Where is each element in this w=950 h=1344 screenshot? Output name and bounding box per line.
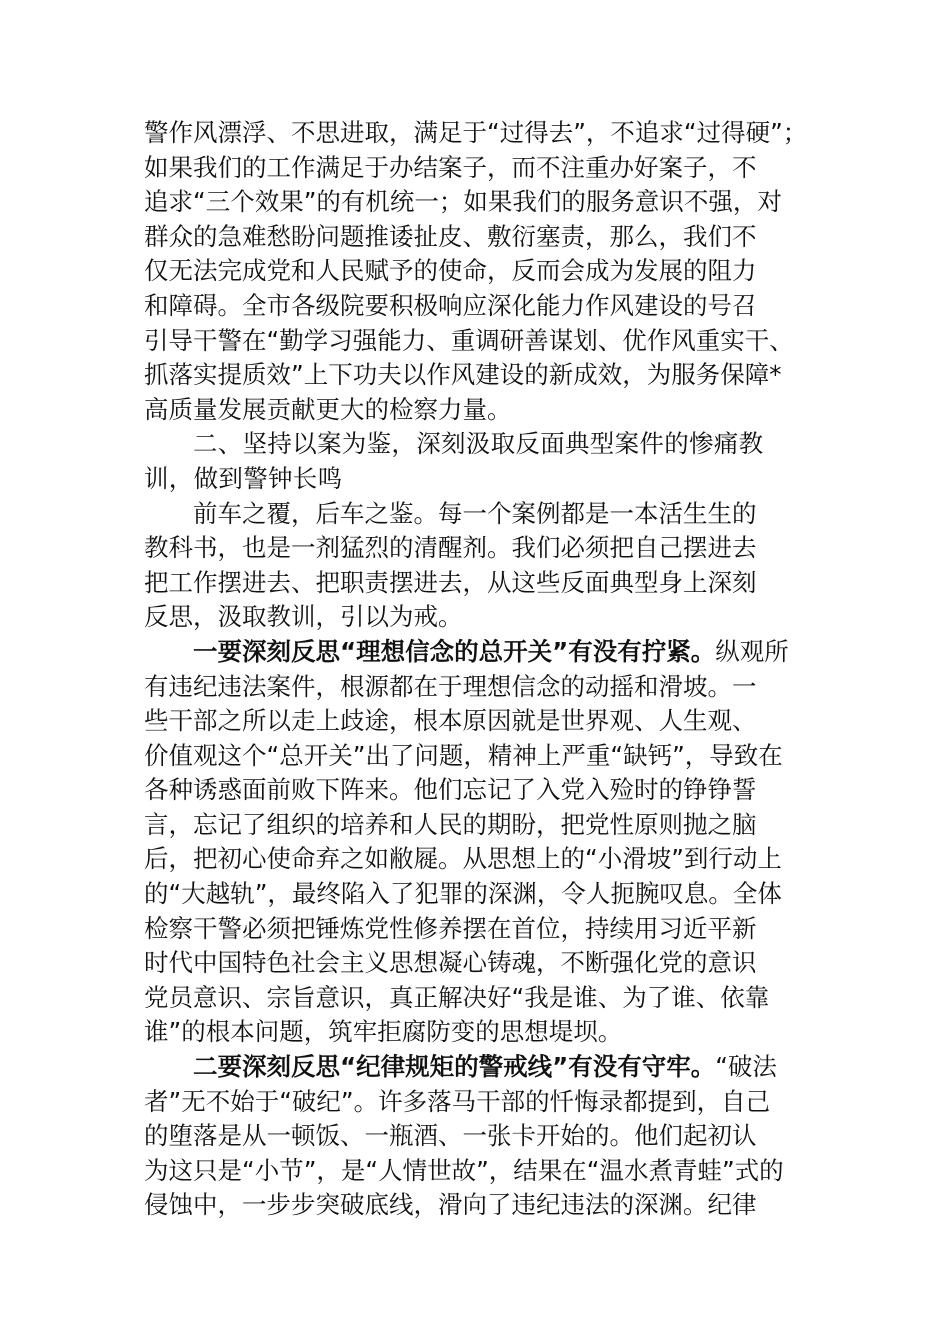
text-line: 些干部之所以走上歧途，根本原因就是世界观、人生观、 xyxy=(144,706,757,736)
point-one-rest: 纵观所 xyxy=(715,636,789,666)
text-line: 仅无法完成党和人民赋予的使命，反而会成为发展的阻力 xyxy=(144,256,757,286)
text-line: 如果我们的工作满足于办结案子，而不注重办好案子，不 xyxy=(144,152,757,182)
section-heading-line: 训，做到警钟长鸣 xyxy=(144,463,343,493)
text-line: 侵蚀中，一步步突破底线，滑向了违纪违法的深渊。纪律 xyxy=(144,1190,757,1220)
text-line: 时代中国特色社会主义思想凝心铸魂，不断强化党的意识 xyxy=(144,948,757,978)
text-line: 者”无不始于“破纪”。许多落马干部的忏悔录都提到，自己 xyxy=(144,1086,771,1116)
text-line: 前车之覆，后车之鉴。每一个案例都是一本活生生的 xyxy=(193,498,757,528)
text-line: 警作风漂浮、不思进取，满足于“过得去”，不追求“过得硬”； xyxy=(144,118,808,147)
text-line: 追求“三个效果”的有机统一；如果我们的服务意识不强，对 xyxy=(144,187,782,217)
text-line: 群众的急难愁盼问题推诿扯皮、敷衍塞责，那么，我们不 xyxy=(144,221,757,251)
section-heading-line: 二、坚持以案为鉴，深刻汲取反面典型案件的惨痛教 xyxy=(193,429,764,459)
text-line: 有违纪违法案件，根源都在于理想信念的动摇和滑坡。一 xyxy=(144,671,757,701)
text-line: 和障碍。全市各级院要积极响应深化能力作风建设的号召 xyxy=(144,290,757,320)
section-heading xyxy=(144,427,824,496)
text-line: 教科书，也是一剂猛烈的清醒剂。我们必须把自己摆进去 xyxy=(144,533,757,563)
point-two-paragraph xyxy=(144,1050,824,1223)
intro-paragraph xyxy=(144,497,824,635)
point-two-rest: “破法 xyxy=(715,1052,777,1082)
text-line: 为这只是“小节”，是“人情世故”，结果在“温水煮青蛙”式的 xyxy=(144,1155,784,1185)
text-line: 党员意识、宗旨意识，真正解决好“我是谁、为了谁、依靠 xyxy=(144,982,770,1012)
text-line: 的堕落是从一顿饭、一瓶酒、一张卡开始的。他们起初认 xyxy=(144,1121,757,1151)
text-line xyxy=(144,1050,824,1085)
text-line: 言，忘记了组织的培养和人民的期盼，把党性原则抛之脑 xyxy=(144,809,757,839)
text-line: 价值观这个“总开关”出了问题，精神上严重“缺钙”，导致在 xyxy=(144,740,783,770)
text-line: 引导干警在“勤学习强能力、重调研善谋划、优作风重实干、 xyxy=(144,325,794,355)
point-one-lead: 一要深刻反思“理想信念的总开关”有没有拧紧。 xyxy=(193,636,716,666)
text-line: 各种诱惑面前败下阵来。他们忘记了入党入殓时的铮铮誓 xyxy=(144,775,757,805)
point-one-paragraph xyxy=(144,635,824,1050)
text-line: 检察干警必须把锤炼党性修养摆在首位，持续用习近平新 xyxy=(144,913,757,943)
document-page xyxy=(144,116,824,1223)
text-line: 把工作摆进去、把职责摆进去，从这些反面典型身上深刻 xyxy=(144,567,757,597)
text-line: 谁”的根本问题，筑牢拒腐防变的思想堤坝。 xyxy=(144,1017,623,1047)
text-line: 反思，汲取教训，引以为戒。 xyxy=(144,602,463,632)
text-line xyxy=(144,635,824,670)
text-line: 后，把初心使命弃之如敝屣。从思想上的“小滑坡”到行动上 xyxy=(144,844,782,874)
paragraph-continuation xyxy=(144,116,824,427)
text-line: 抓落实提质效”上下功夫以作风建设的新成效，为服务保障* xyxy=(144,360,782,390)
point-two-lead: 二要深刻反思“纪律规矩的警戒线”有没有守牢。 xyxy=(193,1052,716,1082)
text-line: 高质量发展贡献更大的检察力量。 xyxy=(144,394,512,424)
text-line: 的“大越轨”，最终陷入了犯罪的深渊，令人扼腕叹息。全体 xyxy=(144,879,782,909)
